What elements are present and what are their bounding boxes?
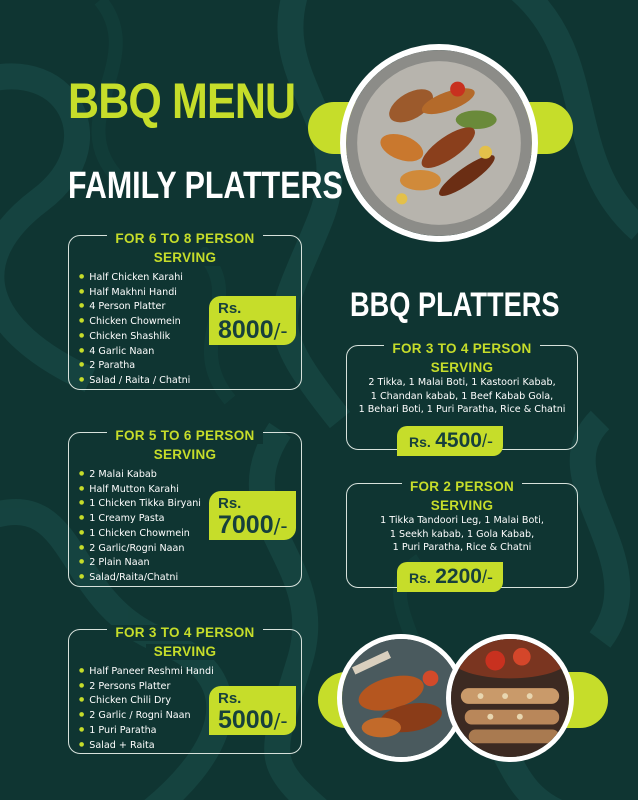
list-item: ● Half Chicken Karahi	[79, 270, 190, 285]
price-tag	[397, 562, 503, 592]
price-suffix: /-	[481, 431, 493, 451]
description-line: 1 Seekh kabab, 1 Gola Kabab,	[389, 528, 535, 540]
list-item: ● 1 Creamy Pasta	[79, 511, 201, 526]
card-heading-line2: SERVING	[146, 644, 225, 660]
list-item: ● Salad + Raita	[79, 738, 214, 753]
list-item: ● 2 Garlic/Rogni Naan	[79, 541, 201, 556]
card-heading	[69, 622, 301, 660]
list-item: ● Half Paneer Reshmi Handi	[79, 664, 214, 679]
price-prefix: Rs.	[409, 570, 431, 586]
bbq-platter-photo	[340, 44, 538, 242]
item-list	[79, 664, 214, 752]
price-value: 7000	[218, 511, 274, 539]
bbq-platters-title: BBQ PLATTERS	[350, 286, 560, 324]
list-item: ● 4 Person Platter	[79, 299, 190, 314]
description-line: 1 Behari Boti, 1 Puri Paratha, Rice & Chatni	[358, 404, 566, 416]
platter-description	[353, 376, 571, 417]
price-prefix: Rs.	[218, 690, 242, 707]
price-tag	[209, 491, 296, 540]
card-heading-line1: FOR 5 TO 6 PERSON	[107, 428, 262, 444]
list-item: ● 1 Puri Paratha	[79, 723, 214, 738]
list-item: ● Chicken Chili Dry	[79, 693, 214, 708]
card-heading	[347, 476, 577, 514]
family-platter-card	[68, 231, 302, 390]
price-value: 5000	[218, 706, 274, 734]
price-value: 4500	[435, 429, 482, 452]
platter-description	[353, 514, 571, 555]
item-list	[79, 467, 201, 585]
list-item: ● 4 Garlic Naan	[79, 344, 190, 359]
seekh-kabab-photo	[446, 634, 574, 762]
description-line: 1 Puri Paratha, Rice & Chatni	[392, 542, 532, 554]
card-heading	[69, 228, 301, 266]
price-suffix: /-	[273, 514, 288, 538]
card-heading	[347, 338, 577, 376]
list-item: ● 2 Plain Naan	[79, 555, 201, 570]
price-prefix: Rs.	[218, 495, 242, 512]
list-item: ● 2 Malai Kabab	[79, 467, 201, 482]
description-line: 1 Tikka Tandoori Leg, 1 Malai Boti,	[380, 515, 544, 526]
card-heading-line2: SERVING	[146, 447, 225, 463]
bbq-platter-card	[346, 341, 578, 452]
list-item: ● Salad / Raita / Chatni	[79, 373, 190, 388]
card-heading-line2: SERVING	[146, 250, 225, 266]
list-item: ● 2 Persons Platter	[79, 679, 214, 694]
card-heading-line1: FOR 2 PERSON	[402, 479, 522, 495]
bbq-platter-card	[346, 479, 578, 588]
list-item: ● Salad/Raita/Chatni	[79, 570, 201, 585]
family-platter-card	[68, 428, 302, 587]
card-heading-line2: SERVING	[423, 360, 502, 376]
family-platter-card	[68, 625, 302, 754]
description-line: 1 Chandan kabab, 1 Beef Kabab Gola,	[370, 390, 554, 402]
price-suffix: /-	[273, 319, 288, 343]
card-heading-line2: SERVING	[423, 498, 502, 514]
card-heading-line1: FOR 6 TO 8 PERSON	[107, 231, 262, 247]
description-line: 2 Tikka, 1 Malai Boti, 1 Kastoori Kabab,	[368, 377, 556, 388]
menu-title: BBQ MENU	[68, 73, 296, 129]
list-item: ● Chicken Chowmein	[79, 314, 190, 329]
list-item: ● 1 Chicken Chowmein	[79, 526, 201, 541]
price-prefix: Rs.	[218, 300, 242, 317]
list-item: ● Chicken Shashlik	[79, 329, 190, 344]
price-value: 2200	[435, 565, 482, 588]
card-heading-line1: FOR 3 TO 4 PERSON	[384, 341, 539, 357]
price-suffix: /-	[481, 567, 493, 587]
price-value: 8000	[218, 316, 274, 344]
list-item: ● Half Mutton Karahi	[79, 482, 201, 497]
price-tag	[209, 686, 296, 735]
price-tag	[209, 296, 296, 345]
price-tag	[397, 426, 503, 456]
family-platters-title: FAMILY PLATTERS	[68, 165, 343, 207]
list-item: ● Half Makhni Handi	[79, 285, 190, 300]
list-item: ● 1 Chicken Tikka Biryani	[79, 496, 201, 511]
list-item: ● 2 Paratha	[79, 358, 190, 373]
card-heading-line1: FOR 3 TO 4 PERSON	[107, 625, 262, 641]
card-heading	[69, 425, 301, 463]
price-prefix: Rs.	[409, 434, 431, 450]
list-item: ● 2 Garlic / Rogni Naan	[79, 708, 214, 723]
item-list	[79, 270, 190, 388]
price-suffix: /-	[273, 709, 288, 733]
